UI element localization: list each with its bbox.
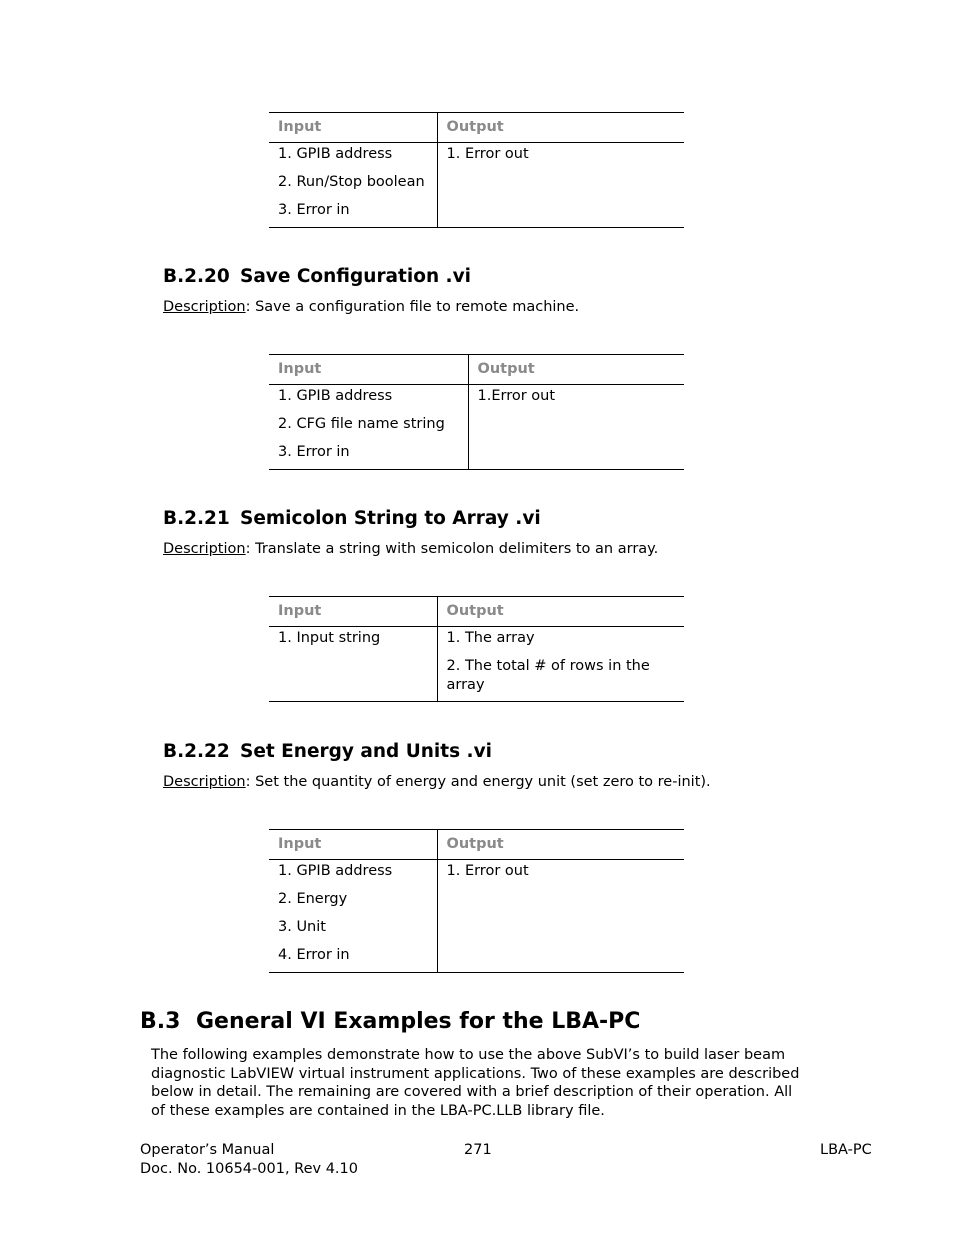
input-item: 2. Run/Stop boolean	[278, 174, 425, 190]
io-table-previous	[269, 112, 684, 228]
description-text: : Save a configuration file to remote machine.	[245, 299, 580, 315]
input-item: 3. Error in	[278, 202, 350, 218]
input-header: Input	[269, 830, 437, 860]
description-text: : Translate a string with semicolon delimiters to an array.	[245, 541, 659, 557]
io-table-b220	[269, 354, 684, 470]
section-heading-b221	[163, 508, 541, 529]
io-table-b221	[269, 596, 684, 702]
section-heading-b222	[163, 741, 492, 762]
output-item: 1. Error out	[446, 146, 529, 162]
section-title: Set Energy and Units .vi	[240, 741, 492, 762]
output-item: 1.Error out	[477, 388, 556, 404]
input-item: 1. GPIB address	[278, 146, 393, 162]
output-item: 1. The array	[446, 630, 535, 646]
section-number: B.2.20	[163, 266, 230, 287]
input-item: 1. GPIB address	[278, 388, 393, 404]
input-header: Input	[269, 113, 437, 143]
input-header: Input	[269, 597, 437, 627]
output-header: Output	[468, 355, 684, 385]
section-title: Save Configuration .vi	[240, 266, 471, 287]
description-b221	[163, 541, 658, 557]
input-item: 2. Energy	[278, 891, 348, 907]
input-item: 1. GPIB address	[278, 863, 393, 879]
section-number: B.3	[140, 1009, 181, 1034]
input-item: 4. Error in	[278, 947, 350, 963]
section-title: Semicolon String to Array .vi	[240, 508, 541, 529]
footer-doc-number: Doc. No. 10654-001, Rev 4.10	[140, 1161, 358, 1177]
footer-manual: Operator’s Manual	[140, 1142, 275, 1158]
output-item: 1. Error out	[446, 863, 529, 879]
footer-left	[140, 1141, 358, 1179]
output-header: Output	[437, 830, 684, 860]
description-label: Description	[163, 299, 246, 315]
io-table-b222	[269, 829, 684, 973]
description-b222	[163, 774, 711, 790]
description-label: Description	[163, 541, 246, 557]
input-header: Input	[269, 355, 468, 385]
description-text: : Set the quantity of energy and energy unit (set zero to re-init).	[245, 774, 711, 790]
description-label: Description	[163, 774, 246, 790]
section-heading-b220	[163, 266, 471, 287]
input-item: 2. CFG file name string	[278, 416, 445, 432]
output-item: 2. The total # of rows in the array	[446, 658, 650, 693]
input-item: 3. Unit	[278, 919, 326, 935]
section-number: B.2.21	[163, 508, 230, 529]
input-item: 3. Error in	[278, 444, 350, 460]
output-header: Output	[437, 597, 684, 627]
input-item: 1. Input string	[278, 630, 381, 646]
footer-product: LBA-PC	[820, 1142, 872, 1158]
section-number: B.2.22	[163, 741, 230, 762]
footer-page-number: 271	[464, 1142, 492, 1158]
section-heading-b3	[140, 1009, 640, 1034]
description-b220	[163, 299, 579, 315]
section-title: General VI Examples for the LBA-PC	[196, 1009, 641, 1034]
body-paragraph: The following examples demonstrate how to use the above SubVI’s to build laser beam diagnostic LabVIEW virtual instrument applications. Two of these examples are described below in detail. The remaining are covered with a brief description of their operation. All of these examples are contained in the LBA-PC.LLB library file.	[151, 1047, 800, 1120]
output-header: Output	[437, 113, 684, 143]
